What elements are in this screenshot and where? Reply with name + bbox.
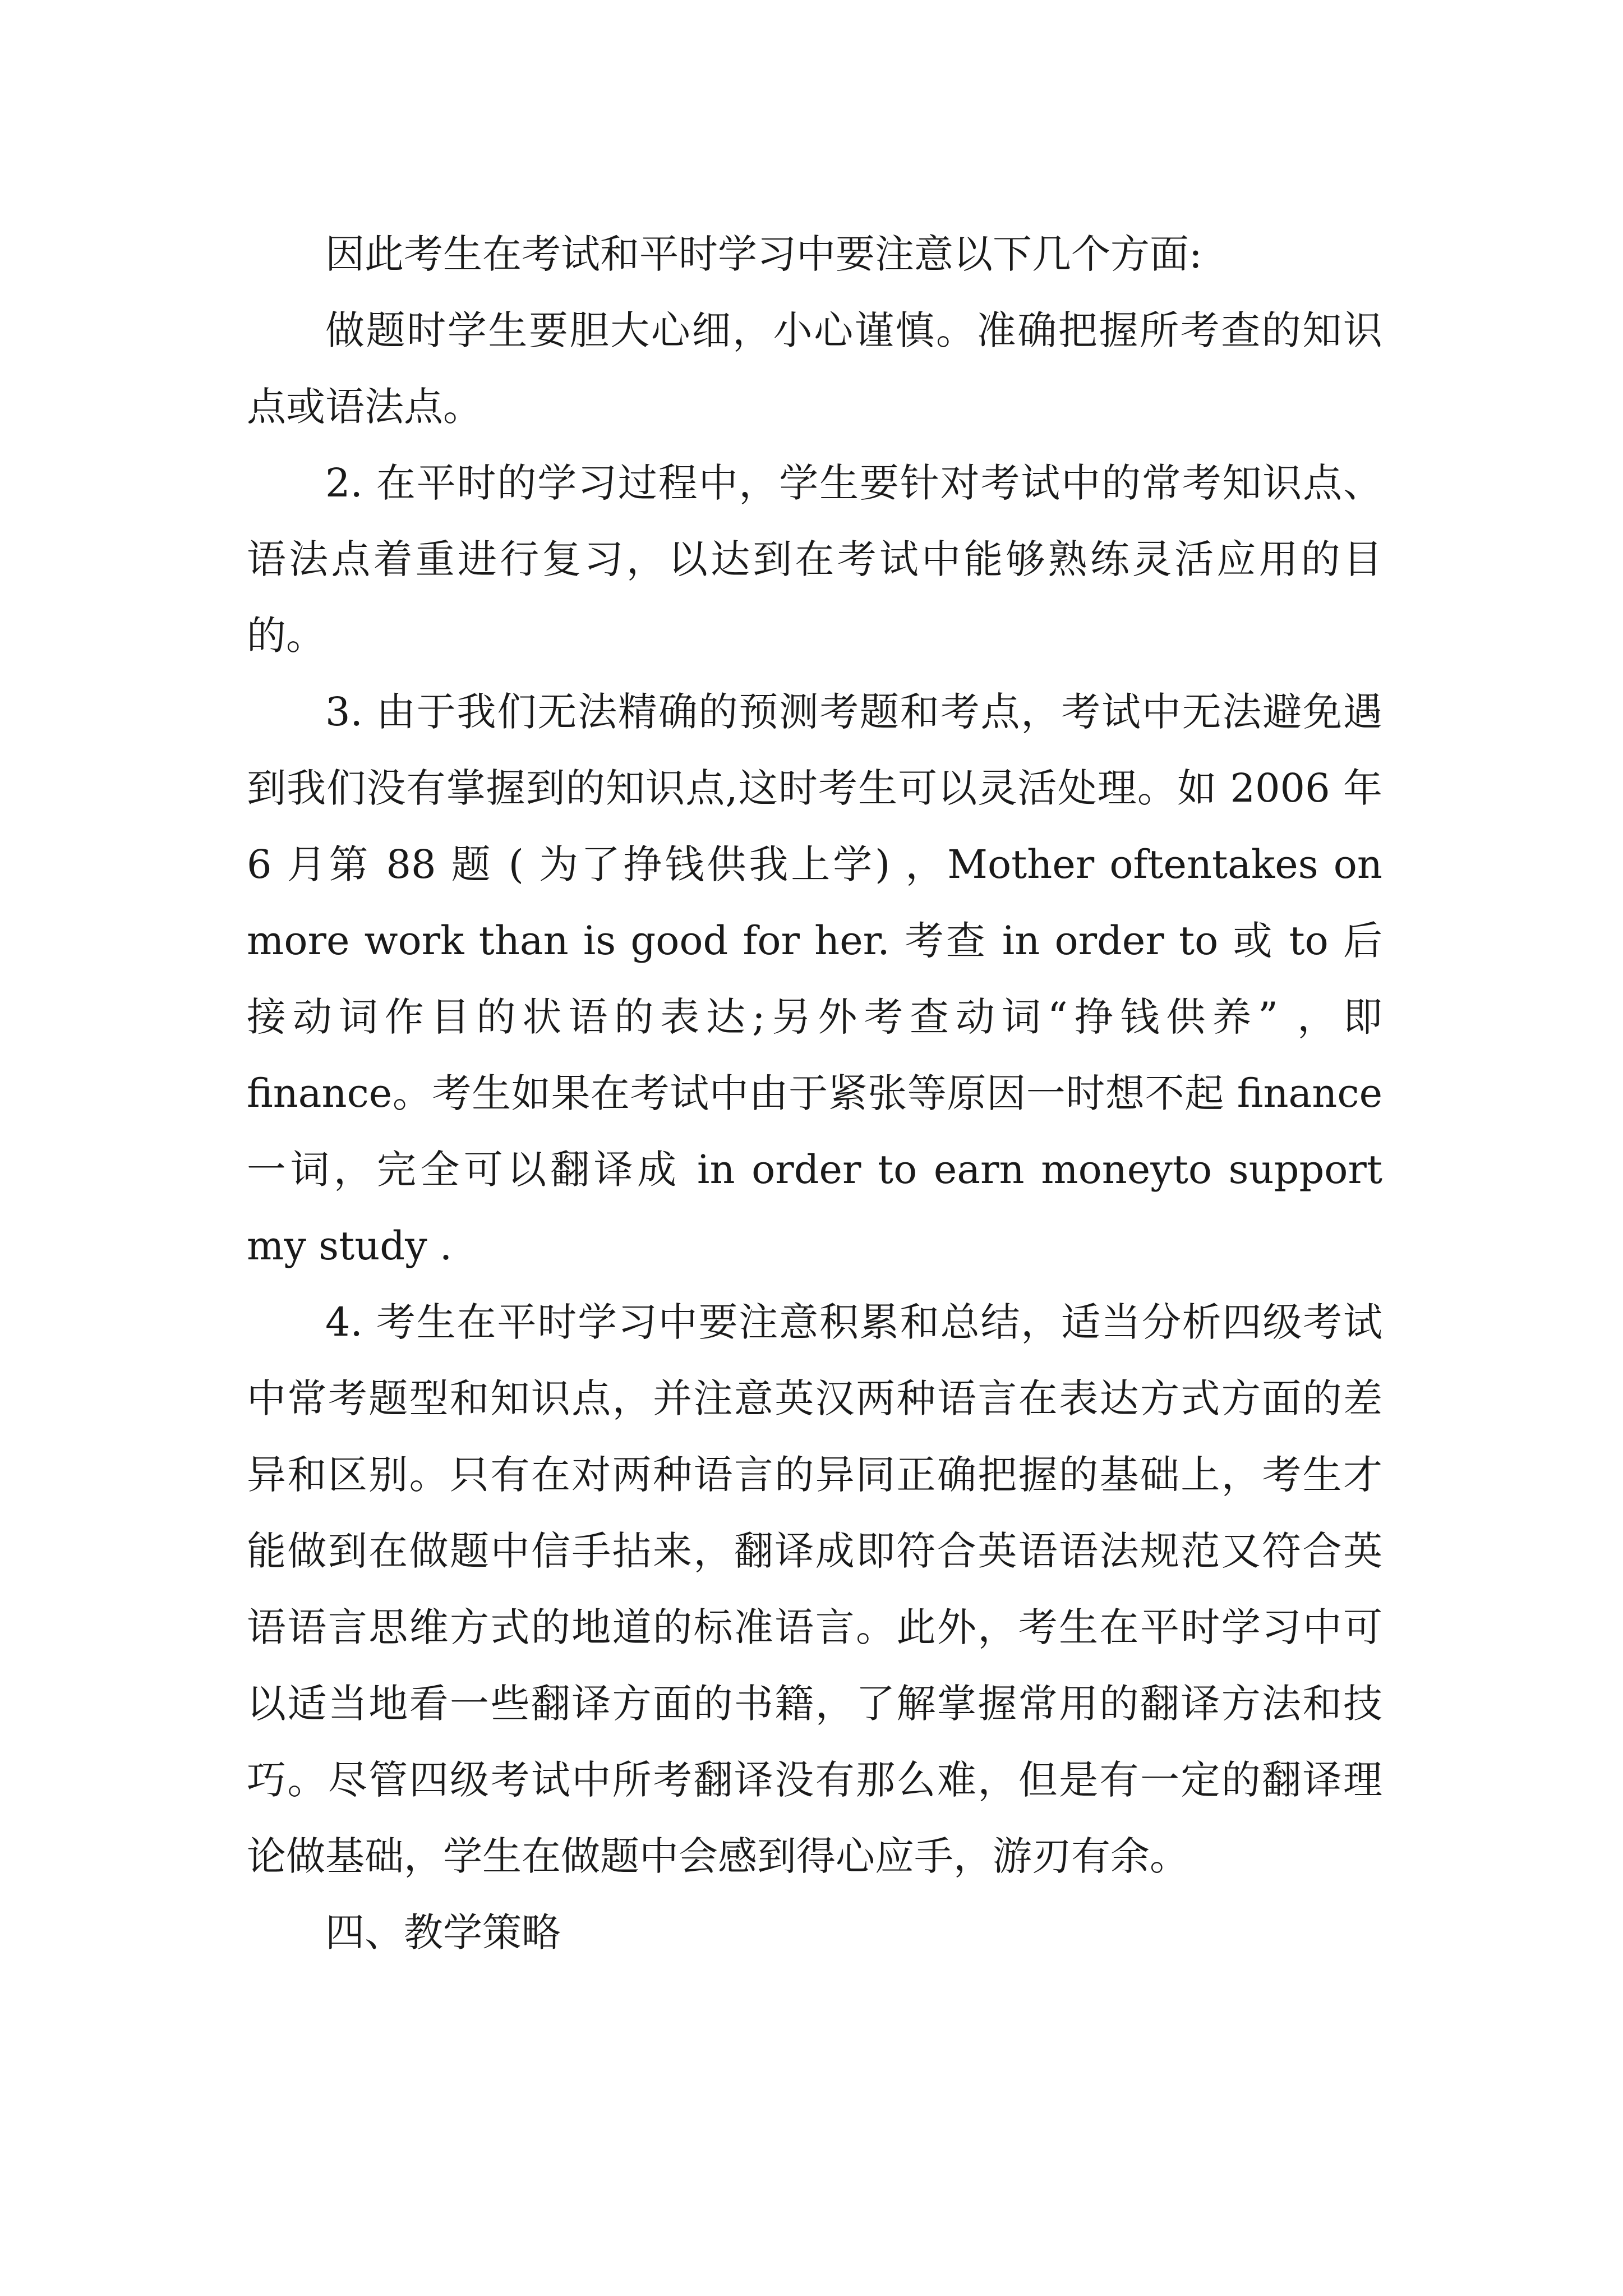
paragraph-point-3: 3. 由于我们无法精确的预测考题和考点，考试中无法避免遇到我们没有掌握到的知识点,这时考生可以灵活处理。如 2006 年 6 月第 88 题 ( 为了挣钱供我上学) ，Mother oftentakes on more work than is good for her. 考查 in order to 或 to 后接动词作目的状语的表达;另外考查动词“挣钱供养” ，即 finance。考生如果在考试中由于紧张等原因一时想不起 finance 一词，完全可以翻译成 in order to earn moneyto support my study . [247, 689, 1382, 1269]
paragraph-point-4: 4. 考生在平时学习中要注意积累和总结，适当分析四级考试中常考题型和知识点，并注意英汉两种语言在表达方式方面的差异和区别。只有在对两种语言的异同正确把握的基础上，考生才能做到在做题中信手拈来，翻译成即符合英语语法规范又符合英语语言思维方式的地道的标准语言。此外，考生在平时学习中可以适当地看一些翻译方面的书籍，了解掌握常用的翻译方法和技巧。尽管四级考试中所考翻译没有那么难，但是有一定的翻译理论做基础，学生在做题中会感到得心应手，游刃有余。 [247, 1299, 1382, 1879]
document-body [247, 216, 1382, 1971]
paragraph-point-1: 做题时学生要胆大心细，小心谨慎。准确把握所考查的知识点或语法点。 [247, 307, 1382, 430]
paragraph-point-2: 2. 在平时的学习过程中，学生要针对考试中的常考知识点、语法点着重进行复习，以达到在考试中能够熟练灵活应用的目的。 [247, 460, 1382, 659]
paragraph-intro: 因此考生在考试和平时学习中要注意以下几个方面: [325, 231, 1202, 277]
section-heading-teaching-strategy: 四、教学策略 [325, 1910, 561, 1955]
